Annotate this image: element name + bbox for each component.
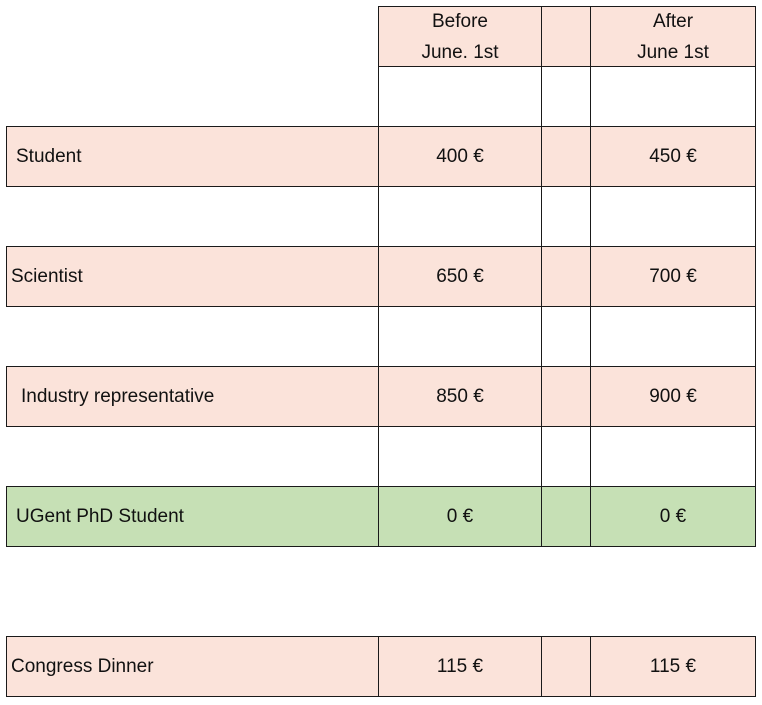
blank-cell bbox=[378, 426, 542, 487]
blank-cell bbox=[541, 66, 591, 127]
blank-cell bbox=[590, 306, 756, 367]
price-after-congress-dinner: 115 € bbox=[590, 636, 756, 697]
blank-cell bbox=[378, 186, 542, 247]
header-after-line2: June 1st bbox=[637, 41, 709, 63]
row-label-student: Student bbox=[6, 126, 379, 187]
row-label-congress-dinner: Congress Dinner bbox=[6, 636, 379, 697]
price-before-student: 400 € bbox=[378, 126, 542, 187]
price-after-scientist: 700 € bbox=[590, 246, 756, 307]
row-spacer bbox=[541, 636, 591, 697]
blank-cell bbox=[590, 426, 756, 487]
row-label-industry: Industry representative bbox=[6, 366, 379, 427]
price-before-ugent-phd: 0 € bbox=[378, 486, 542, 547]
price-after-ugent-phd: 0 € bbox=[590, 486, 756, 547]
price-after-student: 450 € bbox=[590, 126, 756, 187]
price-before-industry: 850 € bbox=[378, 366, 542, 427]
header-before bbox=[378, 6, 542, 67]
blank-cell bbox=[590, 66, 756, 127]
blank-cell bbox=[541, 426, 591, 487]
blank-cell bbox=[590, 186, 756, 247]
header-before-line1: Before bbox=[432, 10, 488, 32]
row-label-ugent-phd: UGent PhD Student bbox=[6, 486, 379, 547]
header-after bbox=[590, 6, 756, 67]
blank-cell bbox=[541, 306, 591, 367]
blank-cell bbox=[378, 66, 542, 127]
row-spacer bbox=[541, 246, 591, 307]
row-label-scientist: Scientist bbox=[6, 246, 379, 307]
header-before-line2: June. 1st bbox=[421, 41, 499, 63]
blank-cell bbox=[541, 186, 591, 247]
row-spacer bbox=[541, 486, 591, 547]
row-spacer bbox=[541, 126, 591, 187]
row-spacer bbox=[541, 366, 591, 427]
price-before-scientist: 650 € bbox=[378, 246, 542, 307]
header-after-line1: After bbox=[652, 10, 694, 32]
price-after-industry: 900 € bbox=[590, 366, 756, 427]
header-spacer bbox=[541, 6, 591, 67]
blank-cell bbox=[378, 306, 542, 367]
price-before-congress-dinner: 115 € bbox=[378, 636, 542, 697]
